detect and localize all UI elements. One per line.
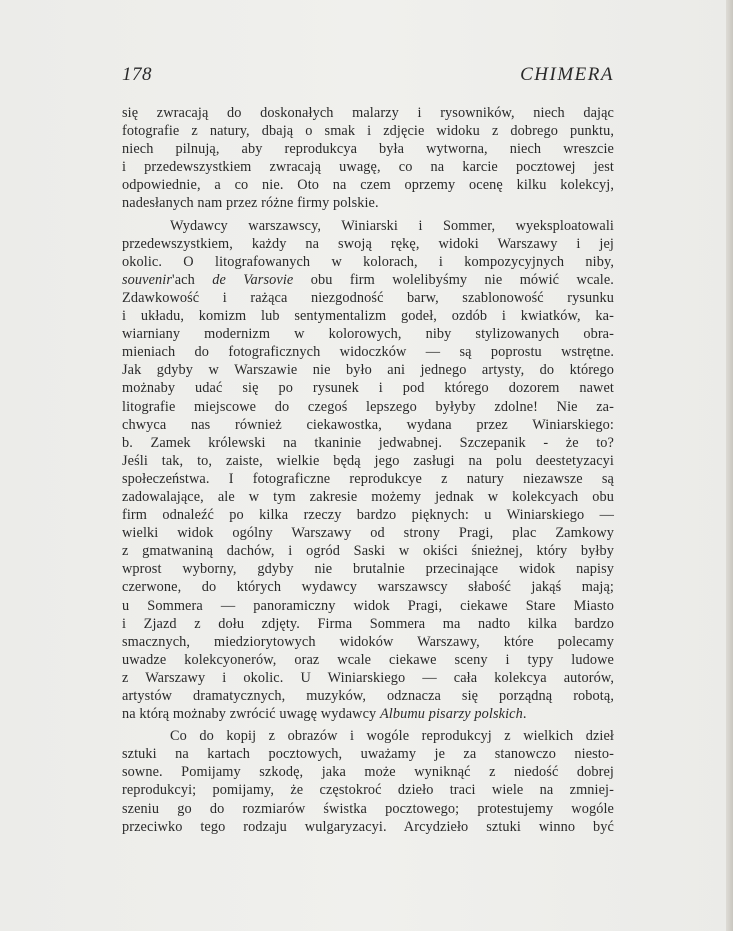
italic-run: de Varsovie bbox=[212, 271, 294, 288]
text-line: artystów dramatycznych, muzyków, odznacza się porządną robotą, bbox=[122, 688, 614, 704]
page-number: 178 bbox=[122, 64, 152, 85]
page-edge bbox=[726, 0, 733, 931]
text-line: z Warszawy i okolic. U Winiarskiego — cała kolekcya autorów, bbox=[122, 669, 614, 686]
text-line: b. Zamek królewski na tkaninie jedwabnej. Szczepanik - że to? bbox=[122, 434, 614, 451]
text-line: Jak gdyby w Warszawie nie było ani jednego artysty, do którego bbox=[122, 362, 614, 379]
text-line: mieniach do fotograficznych widoczków — są poprostu wstrętne. bbox=[122, 344, 614, 361]
text-run: na którą możnaby zwrócić uwagę wydawcy bbox=[122, 706, 380, 723]
text-line: reprodukcyi; pomijamy, że częstokroć dzieło traci wiele na zmniej- bbox=[122, 782, 614, 799]
text-line: litografie miejscowe do czegoś lepszego byłyby zdolne! Nie za- bbox=[122, 398, 614, 415]
text-line: i układu, komizm lub sentymentalizm godeł, ozdób i kwiatków, ka- bbox=[122, 308, 614, 325]
text-line: społeczeństwa. I fotograficzne reprodukcye z natury niezawsze są bbox=[122, 470, 614, 487]
paragraph-1 bbox=[122, 104, 614, 213]
paragraph-2 bbox=[122, 217, 614, 724]
text-line: przedewszystkiem, każdy na swoją rękę, widoki Warszawy i jej bbox=[122, 235, 614, 252]
text-line: Wydawcy warszawscy, Winiarski i Sommer, wyeksploatowali bbox=[170, 217, 614, 234]
text-line: możnaby udać się po rysunek i pod którego dozorem nawet bbox=[122, 380, 614, 397]
italic-run: Albumu pisarzy polskich bbox=[379, 706, 523, 723]
paragraph-3 bbox=[122, 727, 614, 836]
italic-run: souvenir bbox=[122, 271, 173, 288]
text-line: Zdawkowość i rażąca niezgodność barw, szablonowość rysunku bbox=[122, 289, 614, 306]
text-line: odpowiednie, a co nie. Oto na czem oprzemy ocenę kilku kolekcyj, bbox=[122, 177, 614, 194]
text-line: wprost wyborny, gdyby nie brutalnie przecinające widok napisy bbox=[122, 561, 614, 578]
text-line: wiarniany modernizm w kolorowych, niby stylizowanych obra- bbox=[122, 326, 614, 343]
text-line: u Sommera — panoramiczny widok Pragi, ciekawe Stare Miasto bbox=[122, 597, 614, 614]
text-line: czerwone, do których wydawcy warszawscy słabość jakąś mają; bbox=[122, 579, 614, 596]
text-run: . bbox=[522, 706, 527, 723]
text-line: i przedewszystkiem zwracają uwagę, co na karcie pocztowej jest bbox=[122, 159, 614, 176]
text-line-mixed bbox=[122, 271, 614, 289]
running-head-title: CHIMERA bbox=[520, 64, 614, 85]
text-line: sztuki na kartach pocztowych, uważamy je za stanowczo niesto- bbox=[122, 746, 614, 763]
text-line: nadesłanych nam przez różne firmy polskie. bbox=[122, 195, 379, 212]
text-line: smacznych, miedziorytowych widoków Warszawy, które polecamy bbox=[122, 633, 614, 650]
text-line: firm odnaleźć po kilka rzeczy bardzo pięknych: u Winiarskiego — bbox=[122, 507, 614, 524]
text-line: i Zjazd z dołu zdjęty. Firma Sommera ma nadto kilka bardzo bbox=[122, 615, 614, 632]
body-text bbox=[122, 104, 614, 836]
text-line: wielki widok ogólny Warszawy od strony Pragi, plac Zamkowy bbox=[122, 525, 614, 542]
text-line: z gmatwaniną dachów, i ogród Saski w okiści śnieżnej, który byłby bbox=[122, 543, 614, 560]
text-line: chwyca nas również ciekawostka, wydana przez Winiarskiego: bbox=[122, 416, 614, 433]
text-line: się zwracają do doskonałych malarzy i rysowników, niech dając bbox=[122, 105, 614, 121]
text-line: fotografie z natury, dbają o smak i zdjęcie widoku z dobrego punktu, bbox=[122, 123, 614, 140]
text-line-mixed bbox=[122, 705, 614, 723]
text-line: szeniu go do rozmiarów świstka pocztowego; protestujemy wogóle bbox=[122, 800, 614, 817]
text-run: obu firm wolelibyśmy nie mówić wcale. bbox=[293, 271, 614, 288]
page-header bbox=[122, 64, 614, 90]
text-line: przeciwko tego rodzaju wulgaryzacyi. Arcydzieło sztuki winno być bbox=[122, 818, 614, 835]
text-line: niech pilnują, aby reprodukcya była wytworna, niech wreszcie bbox=[122, 141, 614, 158]
text-line: uwadze kolekcyonerów, oraz wcale ciekawe sceny i typy ludowe bbox=[122, 651, 614, 668]
text-line: sowne. Pomijamy szkodę, jaka może wyniknąć z niedość dobrej bbox=[122, 764, 614, 781]
text-line: zadowalające, ale w tym zakresie możemy jednak w kolekcyach obu bbox=[122, 488, 614, 505]
text-line: Jeśli tak, to, zaiste, wielkie będą jego zasługi na polu deestetyzacyi bbox=[122, 452, 614, 469]
text-line: Co do kopij z obrazów i wogóle reprodukcyj z wielkich dzieł bbox=[170, 728, 614, 745]
text-line: okolic. O litografowanych w kolorach, i kompozycyjnych niby, bbox=[122, 253, 614, 270]
text-run: 'ach bbox=[172, 271, 213, 288]
